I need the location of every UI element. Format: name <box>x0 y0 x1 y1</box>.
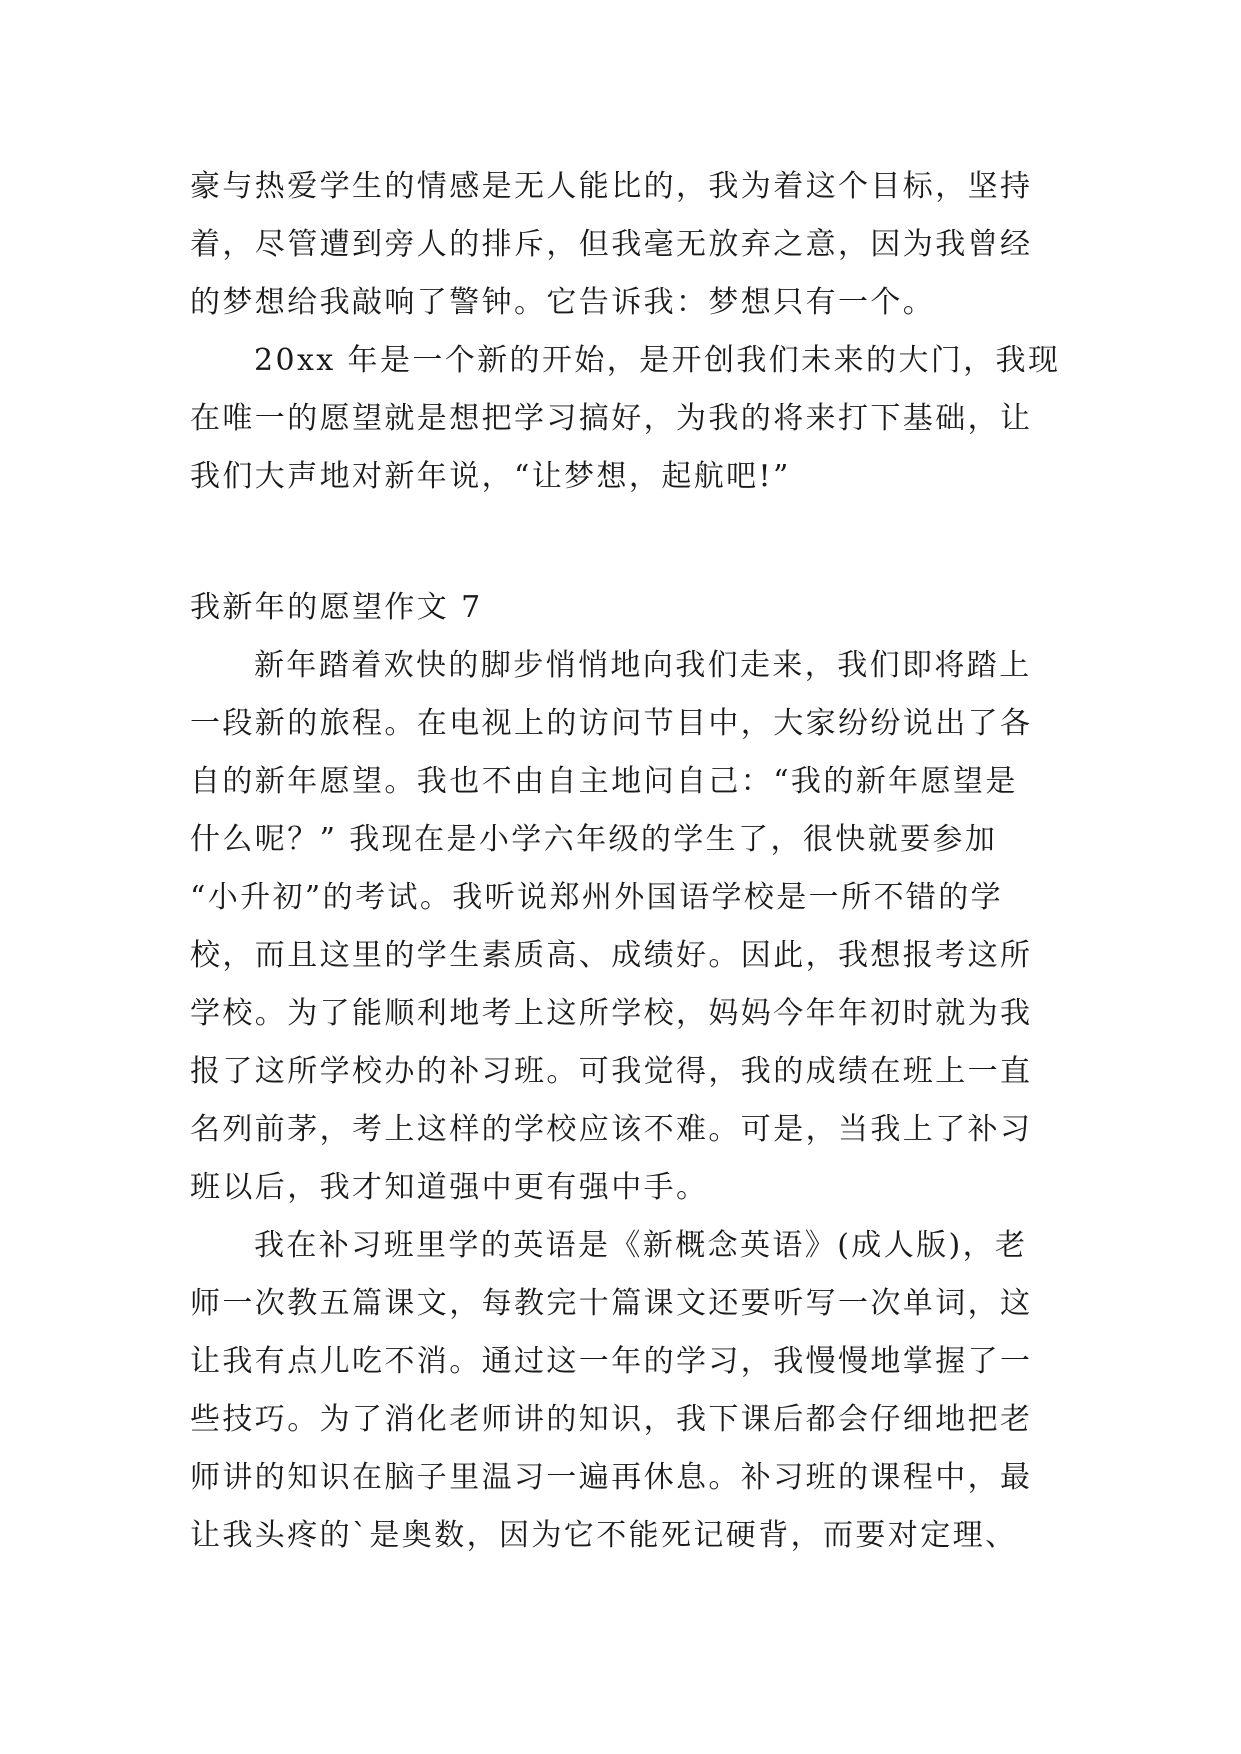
text-line: 我们大声地对新年说，“让梦想，起航吧!” <box>190 459 791 494</box>
paragraph-essay-intro <box>190 637 1052 1217</box>
text-line: 师一次教五篇课文，每教完十篇课文还要听写一次单词，这 <box>190 1286 1033 1321</box>
text-line: 名列前茅，考上这样的学校应该不难。可是，当我上了补习 <box>190 1112 1033 1147</box>
text-line: 报了这所学校办的补习班。可我觉得，我的成绩在班上一直 <box>190 1054 1033 1089</box>
paragraph-continuation <box>190 158 1052 332</box>
text-line: 豪与热爱学生的情感是无人能比的，我为着这个目标，坚持 <box>190 169 1033 204</box>
text-line: 什么呢？” 我现在是小学六年级的学生了，很快就要参加 <box>190 822 998 857</box>
text-line: 在唯一的愿望就是想把学习搞好，为我的将来打下基础，让 <box>190 401 1033 436</box>
text-line: 让我有点儿吃不消。通过这一年的学习，我慢慢地掌握了一 <box>190 1344 1033 1379</box>
text-line: 校，而且这里的学生素质高、成绩好。因此，我想报考这所 <box>190 938 1033 973</box>
text-line: 自的新年愿望。我也不由自主地问自己：“我的新年愿望是 <box>190 764 1018 799</box>
text-line: 着，尽管遭到旁人的排斥，但我毫无放弃之意，因为我曾经 <box>190 227 1033 262</box>
paragraph-new-year <box>190 332 1061 506</box>
text-line: 我在补习班里学的英语是《新概念英语》(成人版)，老 <box>254 1228 1028 1263</box>
paragraph-english-class <box>190 1217 1052 1565</box>
text-line: 20xx 年是一个新的开始，是开创我们未来的大门，我现 <box>254 343 1061 378</box>
text-line: 新年踏着欢快的脚步悄悄地向我们走来，我们即将踏上 <box>254 648 1032 683</box>
text-line: 的梦想给我敲响了警钟。它告诉我：梦想只有一个。 <box>190 285 936 320</box>
section-heading: 我新年的愿望作文 7 <box>190 590 483 625</box>
text-line: 班以后，我才知道强中更有强中手。 <box>190 1170 709 1205</box>
text-line: 让我头疼的`是奥数，因为它不能死记硬背，而要对定理、 <box>190 1518 1018 1553</box>
text-line: 一段新的旅程。在电视上的访问节目中，大家纷纷说出了各 <box>190 706 1033 741</box>
text-line: “小升初”的考试。我听说郑州外国语学校是一所不错的学 <box>190 880 1004 915</box>
text-line: 师讲的知识在脑子里温习一遍再休息。补习班的课程中，最 <box>190 1460 1033 1495</box>
text-line: 些技巧。为了消化老师讲的知识，我下课后都会仔细地把老 <box>190 1402 1033 1437</box>
document-body <box>190 158 1061 1565</box>
section-gap <box>190 506 1052 579</box>
text-line: 学校。为了能顺利地考上这所学校，妈妈今年年初时就为我 <box>190 996 1033 1031</box>
